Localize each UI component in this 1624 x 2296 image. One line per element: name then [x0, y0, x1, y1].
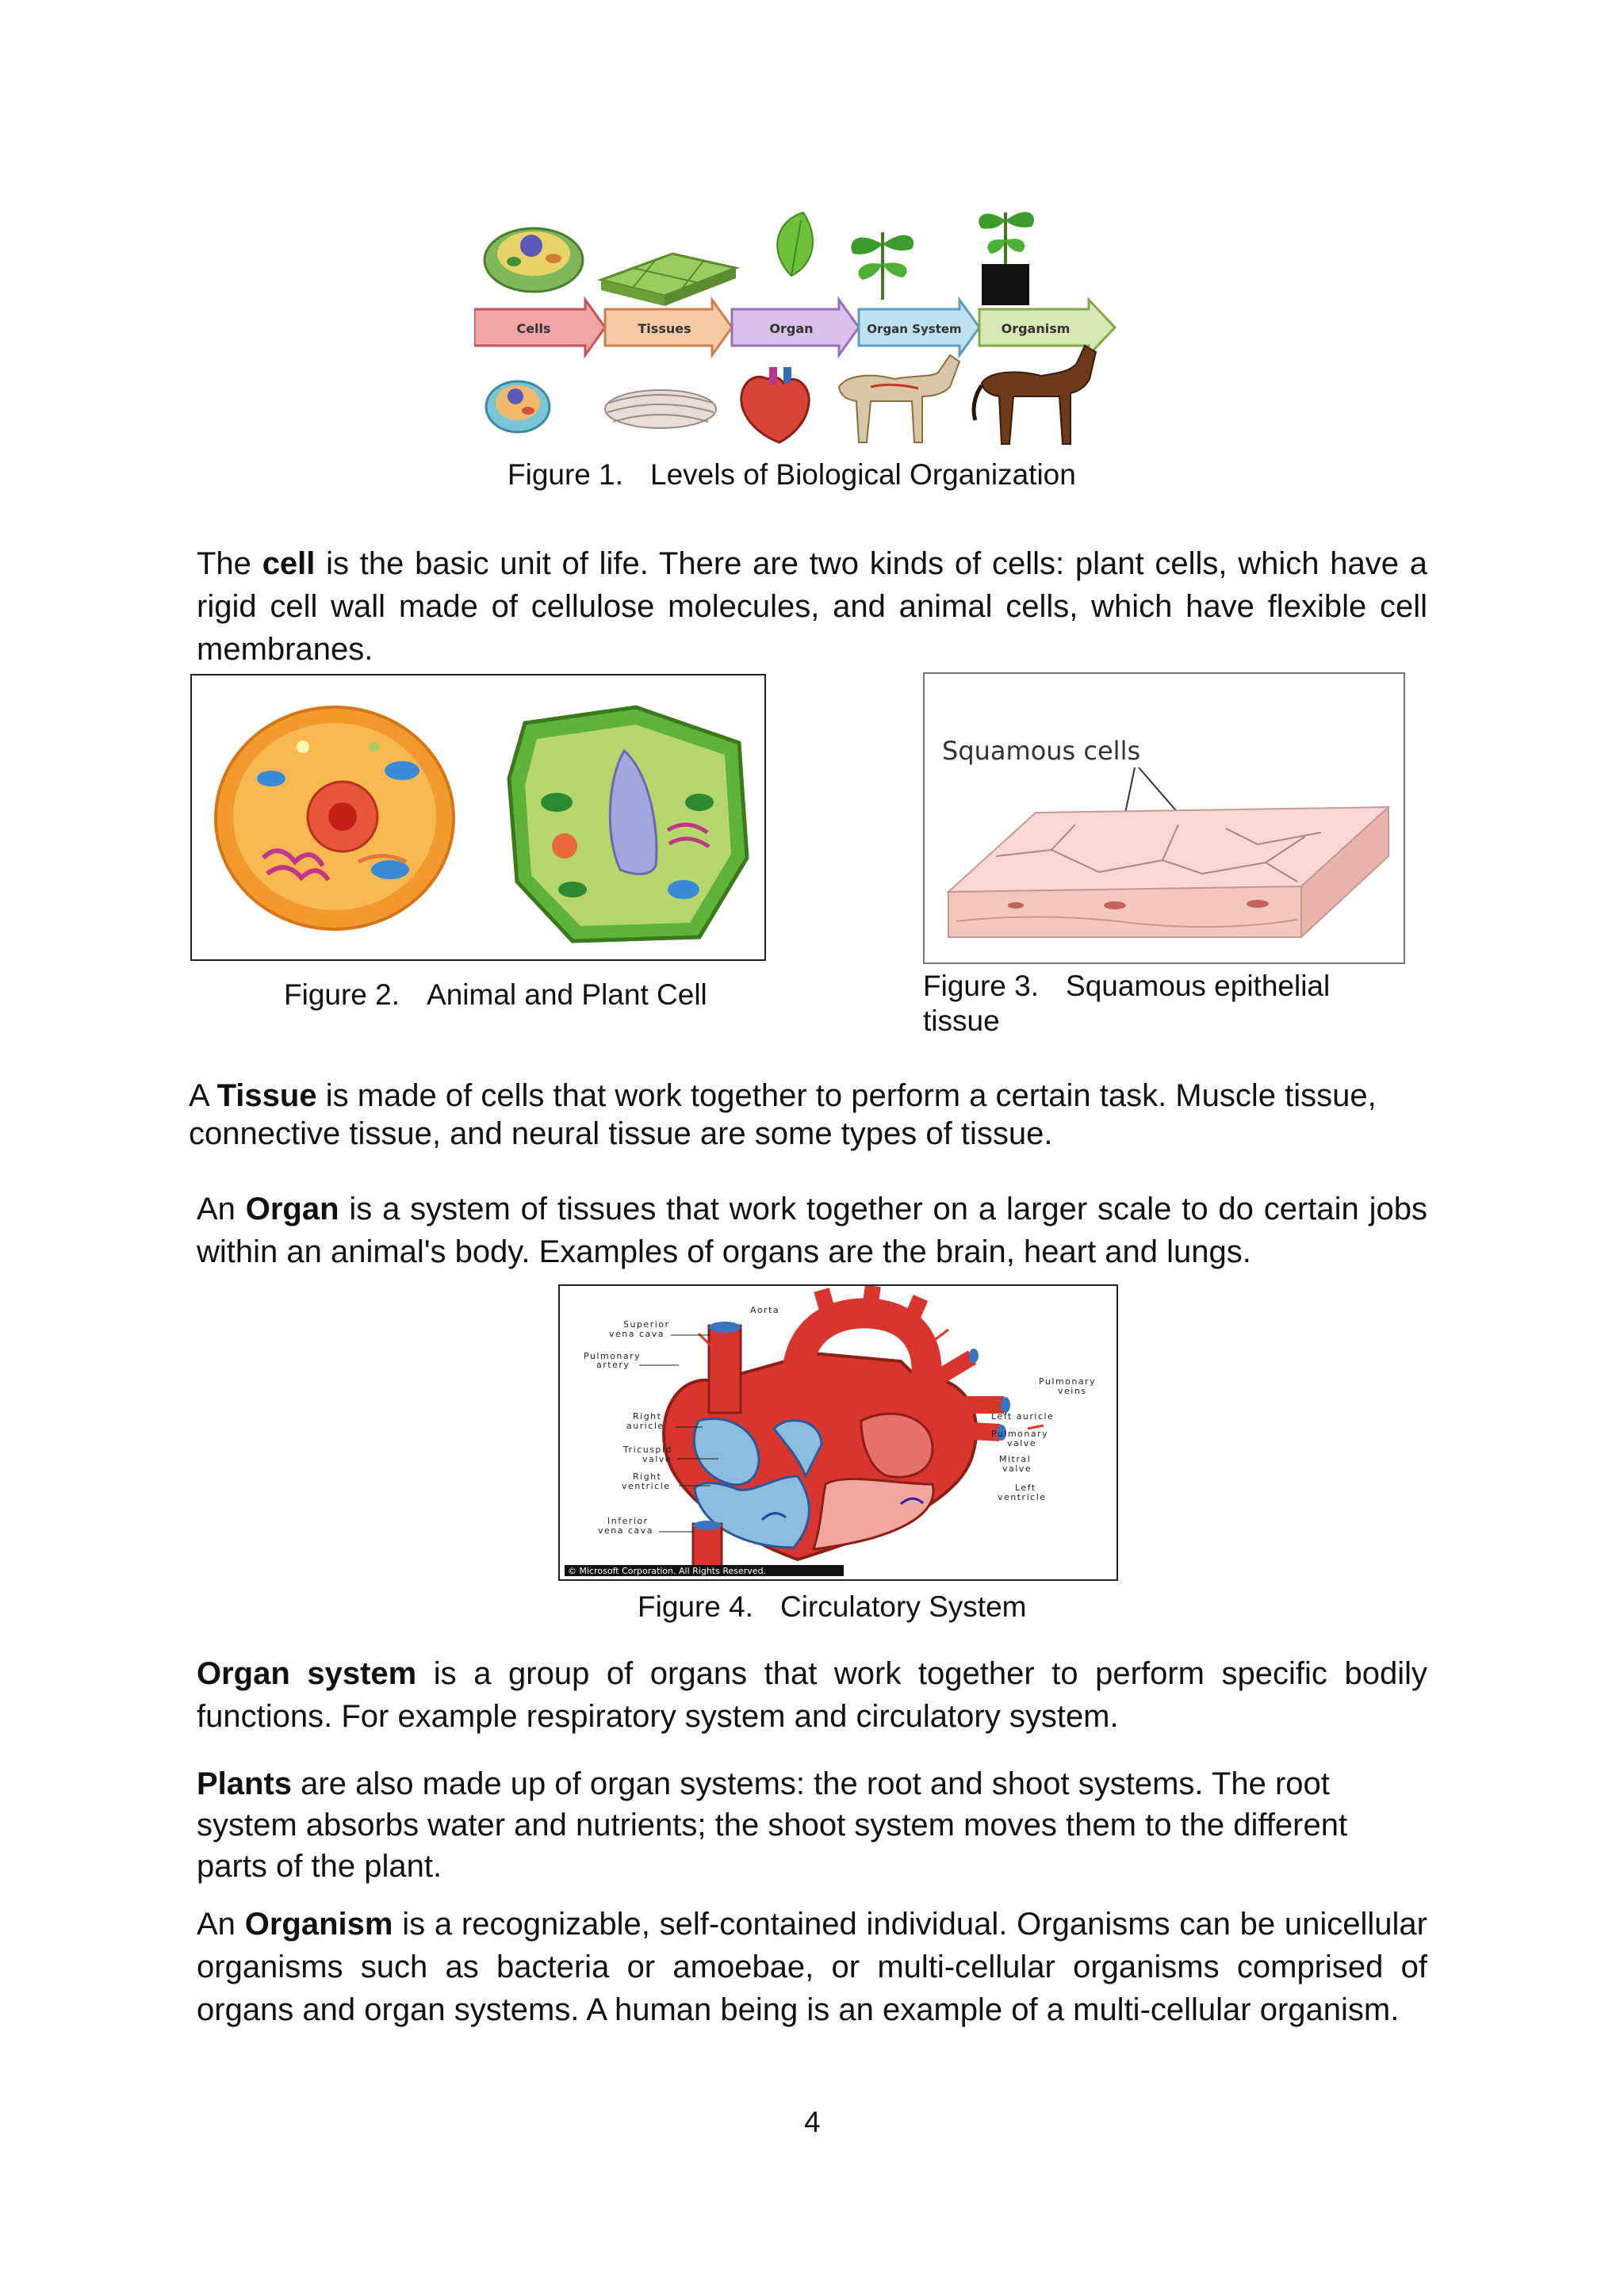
plant-cell-illustration — [485, 228, 583, 292]
figure-2-caption-text: Animal and Plant Cell — [427, 978, 707, 1011]
plant-tissue-illustration — [601, 254, 736, 306]
heart-diagram — [664, 1286, 1044, 1573]
figure-3-caption — [923, 969, 1330, 1039]
figure-3-caption-text-line2: tissue — [923, 1004, 1000, 1037]
stage-label-tissues: Tissues — [638, 321, 691, 336]
label-pulmonary-valve-2: valve — [1007, 1438, 1037, 1448]
term-tissue: Tissue — [216, 1078, 317, 1113]
term-organ: Organ — [245, 1192, 339, 1226]
figure-2-caption — [284, 978, 707, 1012]
paragraph-cell-lead: The — [197, 546, 262, 581]
page-number: 4 — [804, 2106, 821, 2138]
figure-4-caption-text: Circulatory System — [780, 1590, 1027, 1623]
label-right-ventricle: Right — [633, 1471, 662, 1482]
potted-plant-illustration — [979, 212, 1034, 305]
paragraph-tissue-body: is made of cells that work together to perform a certain task. Muscle tissue, connective tissue, and neural tissue are some types of tissue. — [189, 1078, 1377, 1151]
term-organism: Organism — [244, 1907, 393, 1942]
paragraph-organism-lead: An — [197, 1907, 245, 1942]
figure-3-caption-number: Figure 3. — [923, 970, 1040, 1002]
heart-labels-right — [991, 1376, 1096, 1502]
paragraph-cell-body: is the basic unit of life. There are two kinds of cells: plant cells, which have a rigid cell wall made of cellulose molecules, and animal cells, which have flexible cell membranes. — [197, 546, 1427, 667]
label-mitral-valve: Mitral — [999, 1454, 1032, 1464]
paragraph-cell — [197, 542, 1427, 671]
paragraph-plants — [197, 1763, 1402, 1887]
label-inferior-vena-cava-2: vena cava — [598, 1525, 654, 1536]
figure-2-caption-number: Figure 2. — [284, 978, 400, 1011]
horse-illustration — [974, 346, 1096, 444]
term-plants: Plants — [197, 1766, 293, 1801]
muscle-tissue-illustration — [605, 390, 716, 428]
figure-1-image — [474, 189, 1118, 450]
leaf-illustration — [777, 212, 813, 276]
label-pulmonary-artery: Pulmonary — [584, 1351, 642, 1361]
label-superior-vena-cava-2: vena cava — [609, 1329, 665, 1339]
paragraph-organ-system — [197, 1652, 1427, 1738]
figure-4-image — [558, 1284, 1118, 1581]
figure-1-caption-number: Figure 1. — [508, 458, 624, 491]
figure-1-caption-text: Levels of Biological Organization — [650, 458, 1076, 491]
animal-cell-illustration — [486, 381, 550, 432]
paragraph-tissue-lead: A — [189, 1078, 217, 1113]
figure-3-image — [923, 672, 1405, 964]
term-organ-system: Organ system — [197, 1656, 417, 1691]
label-inferior-vena-cava: Inferior — [607, 1516, 649, 1526]
label-pulmonary-veins-2: veins — [1058, 1386, 1087, 1396]
paragraph-plants-body: are also made up of organ systems: the root and shoot systems. The root system absorbs water and nutrients; the shoot system moves them to the different parts of the plant. — [197, 1766, 1348, 1884]
heart-illustration — [741, 367, 809, 442]
label-pulmonary-veins: Pulmonary — [1039, 1376, 1097, 1387]
label-pulmonary-valve: Pulmonary — [991, 1429, 1049, 1439]
figure-4-caption-number: Figure 4. — [638, 1590, 754, 1623]
animal-cell-diagram — [216, 707, 454, 929]
label-right-auricle: Right — [633, 1411, 662, 1422]
horse-anatomy-illustration — [839, 355, 959, 442]
stage-label-organ-system: Organ System — [867, 322, 962, 336]
label-tricuspid-valve-2: valve — [642, 1454, 672, 1464]
epithelial-tissue-block — [948, 807, 1388, 937]
label-left-auricle: Left auricle — [991, 1411, 1055, 1422]
paragraph-organ-system-body: is a group of organs that work together to perform specific bodily functions. For example respiratory system and circulatory system. — [197, 1656, 1427, 1734]
label-pulmonary-artery-2: artery — [596, 1360, 630, 1370]
paragraph-organ-body: is a system of tissues that work together on a larger scale to do certain jobs within an animal's body. Examples of organs are the brain, heart and lungs. — [197, 1192, 1427, 1269]
label-right-auricle-2: auricle — [626, 1421, 665, 1431]
organization-arrow-band — [474, 300, 1115, 355]
copyright-notice: © Microsoft Corporation. All Rights Reserved. — [568, 1566, 767, 1576]
stage-label-cells: Cells — [516, 321, 551, 336]
label-aorta: Aorta — [750, 1305, 780, 1315]
label-left-ventricle-2: ventricle — [998, 1492, 1047, 1502]
paragraph-tissue — [189, 1077, 1378, 1153]
label-tricuspid-valve: Tricuspid — [623, 1445, 672, 1455]
stage-label-organ: Organ — [769, 321, 814, 336]
label-right-ventricle-2: ventricle — [622, 1481, 671, 1491]
seedling-illustration — [851, 232, 914, 300]
paragraph-organ — [197, 1188, 1427, 1273]
plant-cell-diagram — [509, 707, 747, 941]
paragraph-organism-body: is a recognizable, self-contained individual. Organisms can be unicellular organisms such as bacteria or amoebae, or multi-cellular organisms comprised of organs and organ systems. A human being is an example of a multi-cellular organism. — [197, 1907, 1427, 2027]
figure-3-caption-text: Squamous epithelial — [1066, 970, 1331, 1002]
paragraph-organism — [197, 1903, 1427, 2031]
label-mitral-valve-2: valve — [1002, 1464, 1032, 1474]
figure-4-caption — [638, 1590, 1026, 1624]
stage-label-organism: Organism — [1001, 321, 1071, 336]
paragraph-organ-lead: An — [197, 1192, 246, 1226]
figure-1-caption — [508, 458, 1076, 492]
squamous-cells-label: Squamous cells — [942, 736, 1141, 766]
term-cell: cell — [262, 546, 316, 581]
label-left-ventricle: Left — [1015, 1483, 1036, 1493]
figure-2-image — [190, 674, 766, 961]
label-superior-vena-cava: Superior — [623, 1319, 670, 1330]
